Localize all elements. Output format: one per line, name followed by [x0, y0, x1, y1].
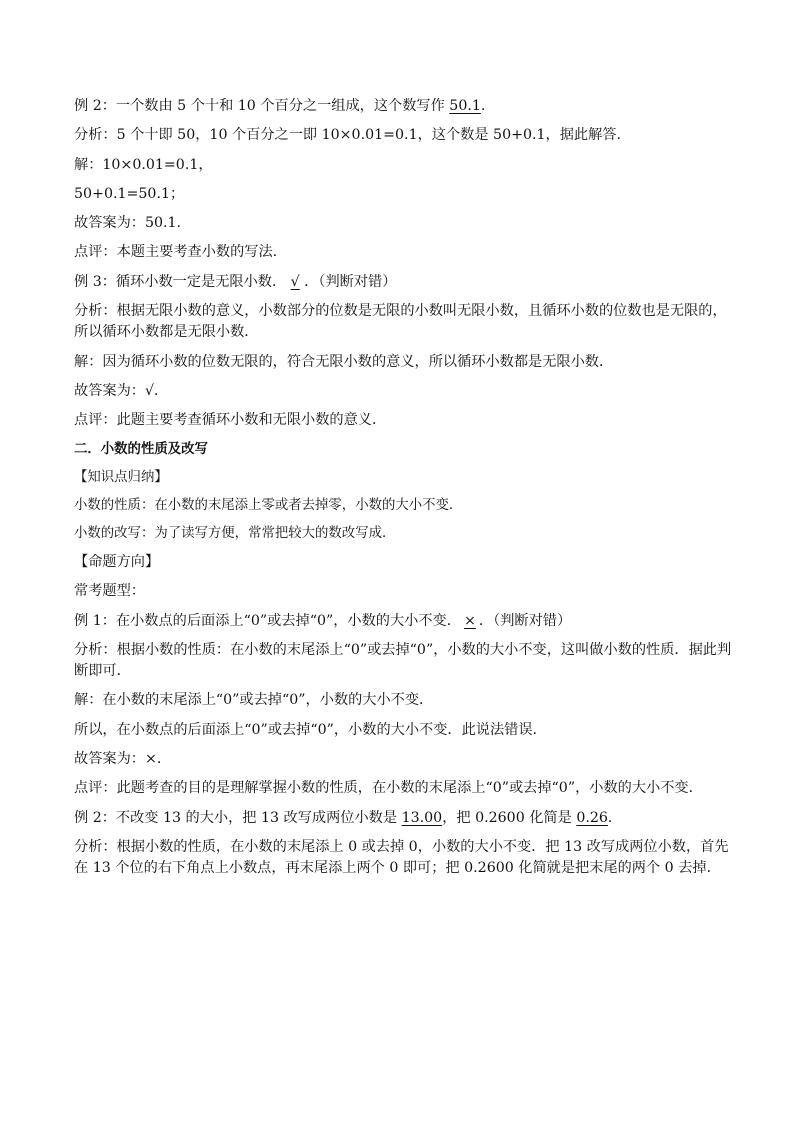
knowledge-point-1: 小数的性质：在小数的末尾添上零或者去掉零，小数的大小不变．	[74, 497, 463, 513]
question-text-end: ．（判断对错）	[478, 612, 572, 629]
question-text-end: .	[480, 98, 486, 114]
answer-blank: ×	[463, 612, 476, 629]
example-3-solution: 解：因为循环小数的位数无限的，符合无限小数的意义，所以循环小数都是无限小数．	[74, 353, 614, 370]
example-2-solution-line-1: 解：10×0.01=0.1，	[74, 156, 213, 173]
answer-blank-2: 0.26	[576, 809, 608, 826]
question-text-end: ．	[607, 809, 623, 826]
question-text: 例 2：不改变 13 的大小，把 13 改写成两位小数是	[74, 809, 402, 826]
question-text: 例 2：一个数由 5 个十和 10 个百分之一组成，这个数写作	[74, 98, 450, 114]
example-2-comment: 点评：本题主要考查小数的写法.	[74, 244, 278, 261]
document-page	[74, 96, 734, 880]
question-text: 例 3：循环小数一定是无限小数．	[74, 273, 287, 290]
example-2-analysis: 分析：5 个十即 50，10 个百分之一即 10×0.01=0.1，这个数是 50+0.1，据此解答.	[74, 127, 621, 144]
example-1-analysis: 分析：根据小数的性质：在小数的末尾添上“0”或去掉“0”，小数的大小不变，这叫做小数的性质．据此判断即可．	[74, 641, 732, 680]
example-2b-analysis: 分析：根据小数的性质，在小数的末尾添上 0 或去掉 0，小数的大小不变．把 13 改写成两位小数，首先在 13 个位的右下角点上小数点，再末尾添上两个 0 即可；把 0.2600 化简就是把末尾的两个 0 去掉．	[74, 838, 729, 877]
example-1-question	[74, 611, 734, 632]
example-1-comment: 点评：此题考查的目的是理解掌握小数的性质，在小数的末尾添上“0”或去掉“0”，小数的大小不变．	[74, 780, 703, 797]
example-2b-question	[74, 808, 734, 829]
example-3-question	[74, 272, 734, 293]
knowledge-points-label: 【知识点归纳】	[74, 469, 168, 485]
example-1-answer: 故答案为：×．	[74, 751, 172, 768]
example-2-solution-line-2: 50+0.1=50.1；	[74, 185, 185, 202]
example-3-comment: 点评：此题主要考查循环小数和无限小数的意义．	[74, 412, 387, 429]
answer-blank: √	[290, 273, 300, 290]
example-2-question	[74, 96, 734, 117]
example-3-answer: 故答案为：√．	[74, 382, 169, 399]
example-1-solution: 解：在小数的末尾添上“0”或去掉“0”，小数的大小不变．	[74, 692, 434, 709]
answer-blank: 50.1	[449, 98, 481, 114]
common-types-label: 常考题型：	[74, 583, 145, 600]
question-text-mid: ，把 0.2600 化简是	[442, 809, 577, 826]
question-text-end: ．（判断对错）	[304, 273, 397, 290]
example-3-analysis: 分析：根据无限小数的意义，小数部分的位数是无限的小数叫无限小数，且循环小数的位数也是无限的，所以循环小数都是无限小数．	[74, 303, 727, 341]
knowledge-point-2: 小数的改写：为了读写方便，常常把较大的数改写成．	[74, 525, 396, 541]
answer-blank-1: 13.00	[401, 809, 443, 826]
example-1-solution-line-2: 所以，在小数点的后面添上“0”或去掉“0”，小数的大小不变．此说法错误．	[74, 721, 547, 738]
example-2-answer: 故答案为：50.1.	[74, 215, 182, 232]
section-heading: 二．小数的性质及改写	[74, 441, 208, 457]
direction-label: 【命题方向】	[74, 554, 160, 570]
question-text: 例 1：在小数点的后面添上“0”或去掉“0”，小数的大小不变．	[74, 612, 461, 629]
